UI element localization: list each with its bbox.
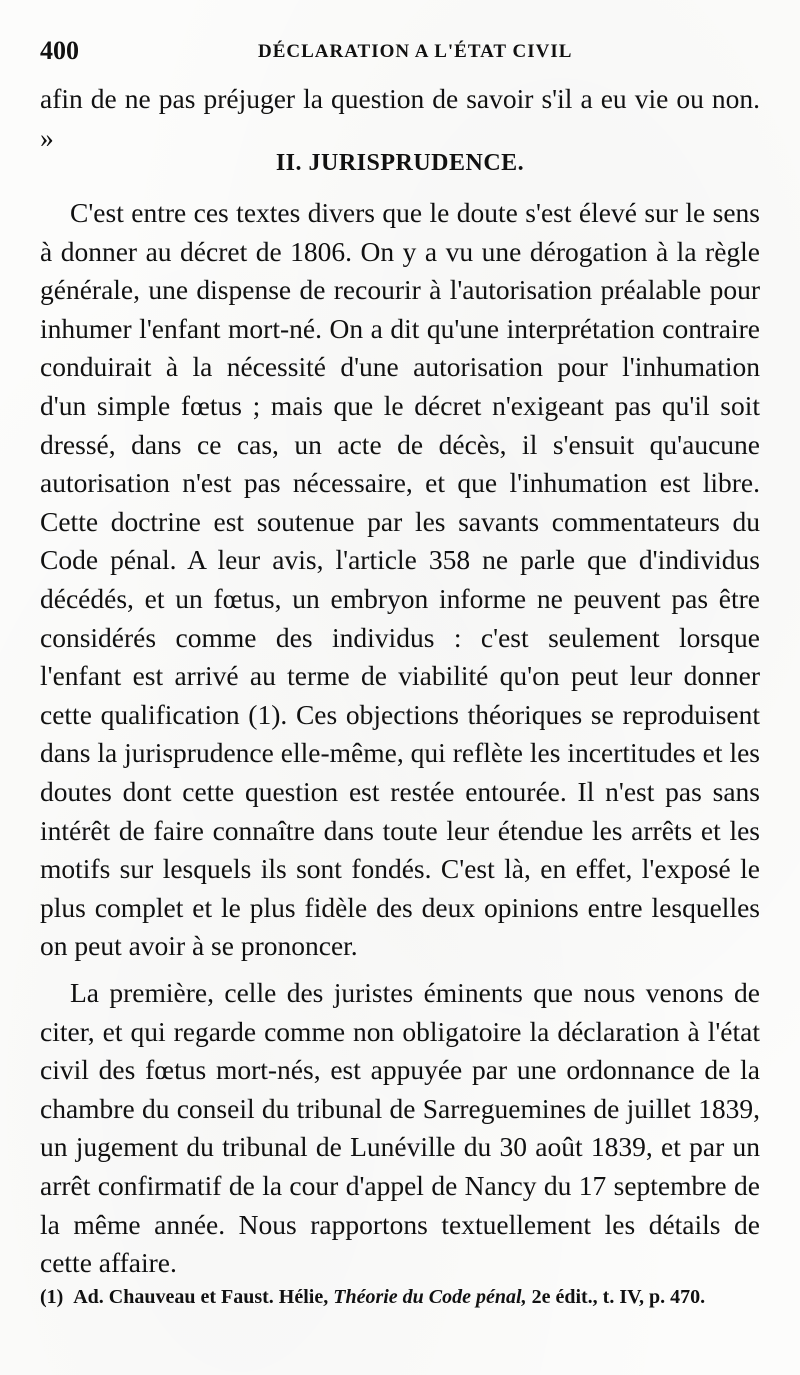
running-head: DÉCLARATION A L'ÉTAT CIVIL <box>258 41 573 62</box>
footnote-edition: 2e édit., t. IV, p. 470. <box>531 1286 706 1308</box>
page-number: 400 <box>40 36 79 65</box>
paragraph-1: C'est entre ces textes divers que le doute s'est élevé sur le sens à donner au décret de 1806. On y a vu une dérogation à la règle générale, une dispense de recourir à l'autorisation préalable pour inhumer l'enfant mort-né. On a dit qu'une interprétation contraire conduirait à la nécessité d'une autorisation pour l'inhumation d'un simple fœtus ; mais que le décret n'exigeant pas qu'il soit dressé, dans ce cas, un acte de décès, il s'ensuit qu'aucune autorisation n'est pas nécessaire, et que l'inhumation est libre. Cette doctrine est soutenue par les savants commentateurs du Code pénal. A leur avis, l'article 358 ne parle que d'individus décédés, et un fœtus, un embryon informe ne peuvent pas être considérés comme des individus : c'est seulement lorsque l'enfant est arrivé au terme de viabilité qu'on peut leur donner cette qualification (1). Ces objections théoriques se reproduisent dans la jurisprudence elle-même, qui reflète les incertitudes et les doutes dont cette question est restée entourée. Il n'est pas sans intérêt de faire connaître dans toute leur étendue les arrêts et les motifs sur lesquels ils sont fondés. C'est là, en effet, l'exposé le plus complet et le plus fidèle des deux opinions entre lesquelles on peut avoir à se prononcer. <box>40 197 760 962</box>
continuation-text: afin de ne pas préjuger la question de savoir s'il a eu vie ou non. » <box>40 83 760 153</box>
footnote-marker: (1) <box>40 1286 64 1308</box>
section-heading: II. JURISPRUDENCE. <box>275 150 525 176</box>
footnote <box>40 1284 760 1311</box>
footnote-authors: Ad. Chauveau et Faust. Hélie, <box>73 1286 329 1308</box>
footnote-title: Théorie du Code pénal, <box>333 1286 527 1308</box>
footnote-divider <box>40 1276 180 1277</box>
page-header <box>40 36 770 66</box>
paragraph-2: La première, celle des juristes éminents que nous venons de citer, et qui regarde comme non obligatoire la déclaration à l'état civil des fœtus mort-nés, est appuyée par une ordonnance de la chambre du conseil du tribunal de Sarreguemines de juillet 1839, un jugement du tribunal de Lunéville du 30 août 1839, et par un arrêt confirmatif de la cour d'appel de Nancy du 17 septembre de la même année. Nous rapportons textuellement les détails de cette affaire. <box>40 977 760 1279</box>
